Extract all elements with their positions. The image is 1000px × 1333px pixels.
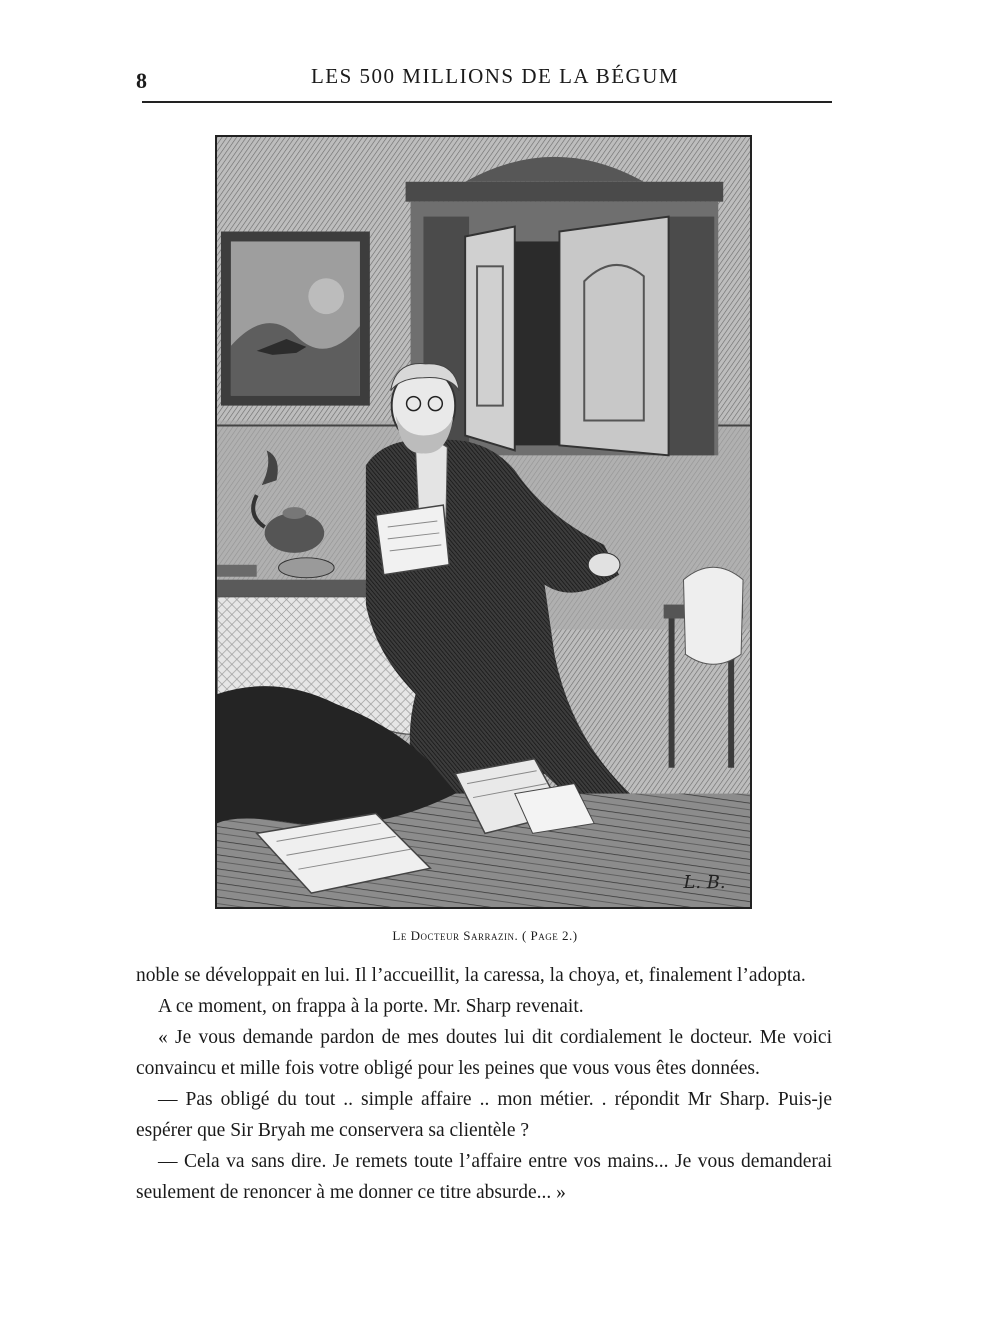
paragraph: — Pas obligé du tout .. simple affaire .. mon métier. . répondit Mr Sharp. Puis-je espérer que Sir Bryah me conservera sa clientèle ?	[136, 1089, 832, 1141]
engraving-svg	[217, 137, 750, 907]
engraving-illustration	[215, 135, 752, 909]
paragraph: — Cela va sans dire. Je remets toute l’affaire entre vos mains... Je vous demanderai seulement de renoncer à me donner ce titre absurde... »	[136, 1151, 832, 1203]
artist-signature: L. B.	[683, 872, 726, 894]
header-rule	[142, 101, 832, 103]
running-title: LES 500 MILLIONS DE LA BÉGUM	[310, 64, 680, 88]
page-number: 8	[136, 68, 147, 93]
paragraph: A ce moment, on frappa à la porte. Mr. Sharp revenait.	[158, 996, 584, 1017]
body-text	[136, 960, 832, 1208]
paragraph: « Je vous demande pardon de mes doutes lui dit cordialement le docteur. Me voici convaincu et mille fois votre obligé pour les peines que vous vous êtes données.	[136, 1027, 832, 1079]
figure-caption: Le Docteur Sarrazin. ( Page 2.)	[392, 928, 578, 943]
wall-painting	[221, 232, 370, 406]
paragraph: noble se développait en lui. Il l’accueillit, la caressa, la choya, et, finalement l’adopta.	[136, 965, 806, 986]
